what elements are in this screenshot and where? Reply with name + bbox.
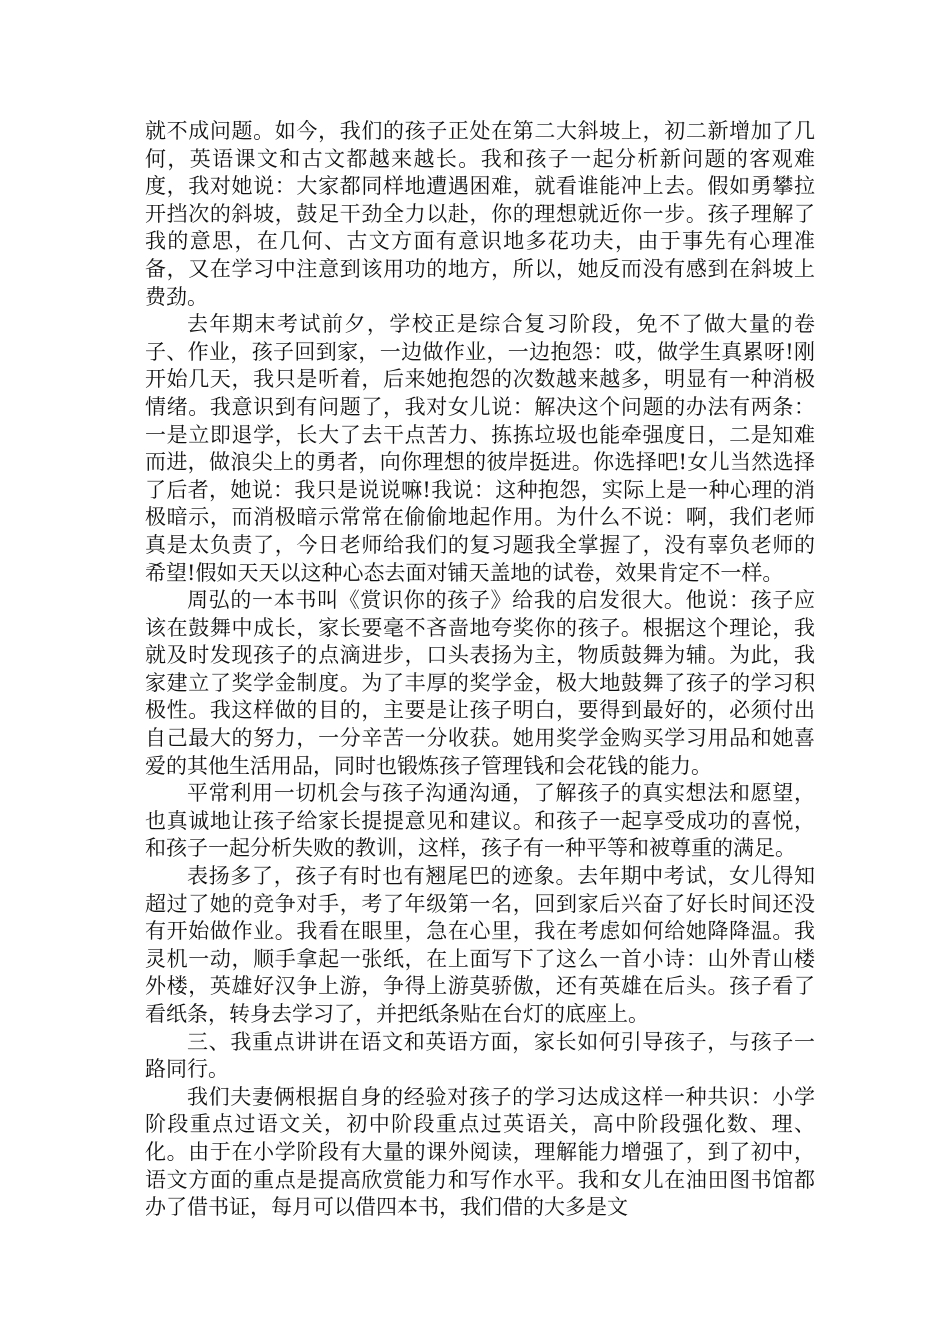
paragraph-4: 平常利用一切机会与孩子沟通沟通，了解孩子的真实想法和愿望，也真诚地让孩子给家长提提意见和建议。和孩子一起享受成功的喜悦，和孩子一起分析失败的教训，这样，孩子有一种平等和被尊重的满足。 [145, 781, 815, 861]
paragraph-6: 我们夫妻俩根据自身的经验对孩子的学习达成这样一种共识：小学阶段重点过语文关，初中阶段重点过英语关，高中阶段强化数、理、化。由于在小学阶段有大量的课外阅读，理解能力增强了，到了初中，语文方面的重点是提高欣赏能力和写作水平。我和女儿在油田图书馆都办了借书证，每月可以借四本书，我们借的大多是文 [145, 1084, 815, 1220]
paragraph-5: 表扬多了，孩子有时也有翘尾巴的迹象。去年期中考试，女儿得知超过了她的竞争对手，考了年级第一名，回到家后兴奋了好长时间还没有开始做作业。我看在眼里，急在心里，我在考虑如何给她降降温。我灵机一动，顺手拿起一张纸，在上面写下了这么一首小诗：山外青山楼外楼，英雄好汉争上游，争得上游莫骄傲，还有英雄在后头。孩子看了看纸条，转身去学习了，并把纸条贴在台灯的底座上。 [145, 864, 815, 1026]
paragraph-3: 周弘的一本书叫《赏识你的孩子》给我的启发很大。他说：孩子应该在鼓舞中成长，家长要毫不吝啬地夸奖你的孩子。根据这个理论，我就及时发现孩子的点滴进步，口头表扬为主，物质鼓舞为辅。为此，我家建立了奖学金制度。为了丰厚的奖学金，极大地鼓舞了孩子的学习积极性。我这样做的目的，主要是让孩子明白，要得到最好的，必须付出自己最大的努力，一分辛苦一分收获。她用奖学金购买学习用品和她喜爱的其他生活用品，同时也锻炼孩子管理钱和会花钱的能力。 [145, 588, 815, 778]
section-heading-3: 三、我重点讲讲在语文和英语方面，家长如何引导孩子，与孩子一路同行。 [145, 1029, 815, 1082]
paragraph-2: 去年期末考试前夕，学校正是综合复习阶段，免不了做大量的卷子、作业，孩子回到家，一边做作业，一边抱怨：哎，做学生真累呀!刚开始几天，我只是听着，后来她抱怨的次数越来越多，明显有一种消极情绪。我意识到有问题了，我对女儿说：解决这个问题的办法有两条：一是立即退学，长大了去干点苦力、拣拣垃圾也能牵强度日，二是知难而进，做浪尖上的勇者，向你理想的彼岸挺进。你选择吧!女儿当然选择了后者，她说：我只是说说嘛!我说：这种抱怨，实际上是一种心理的消极暗示，而消极暗示常常在偷偷地起作用。为什么不说：啊，我们老师真是太负责了，今日老师给我们的复习题我全掌握了，没有辜负老师的希望!假如天天以这种心态去面对铺天盖地的试卷，效果肯定不一样。 [145, 312, 815, 585]
document-body [145, 118, 815, 1222]
paragraph-1: 就不成问题。如今，我们的孩子正处在第二大斜坡上，初二新增加了几何，英语课文和古文都越来越长。我和孩子一起分析新问题的客观难度，我对她说：大家都同样地遭遇困难，就看谁能冲上去。假如勇攀拉开挡次的斜坡，鼓足干劲全力以赴，你的理想就近你一步。孩子理解了我的意思，在几何、古文方面有意识地多花功夫，由于事先有心理准备，又在学习中注意到该用功的地方，所以，她反而没有感到在斜坡上费劲。 [145, 119, 815, 309]
